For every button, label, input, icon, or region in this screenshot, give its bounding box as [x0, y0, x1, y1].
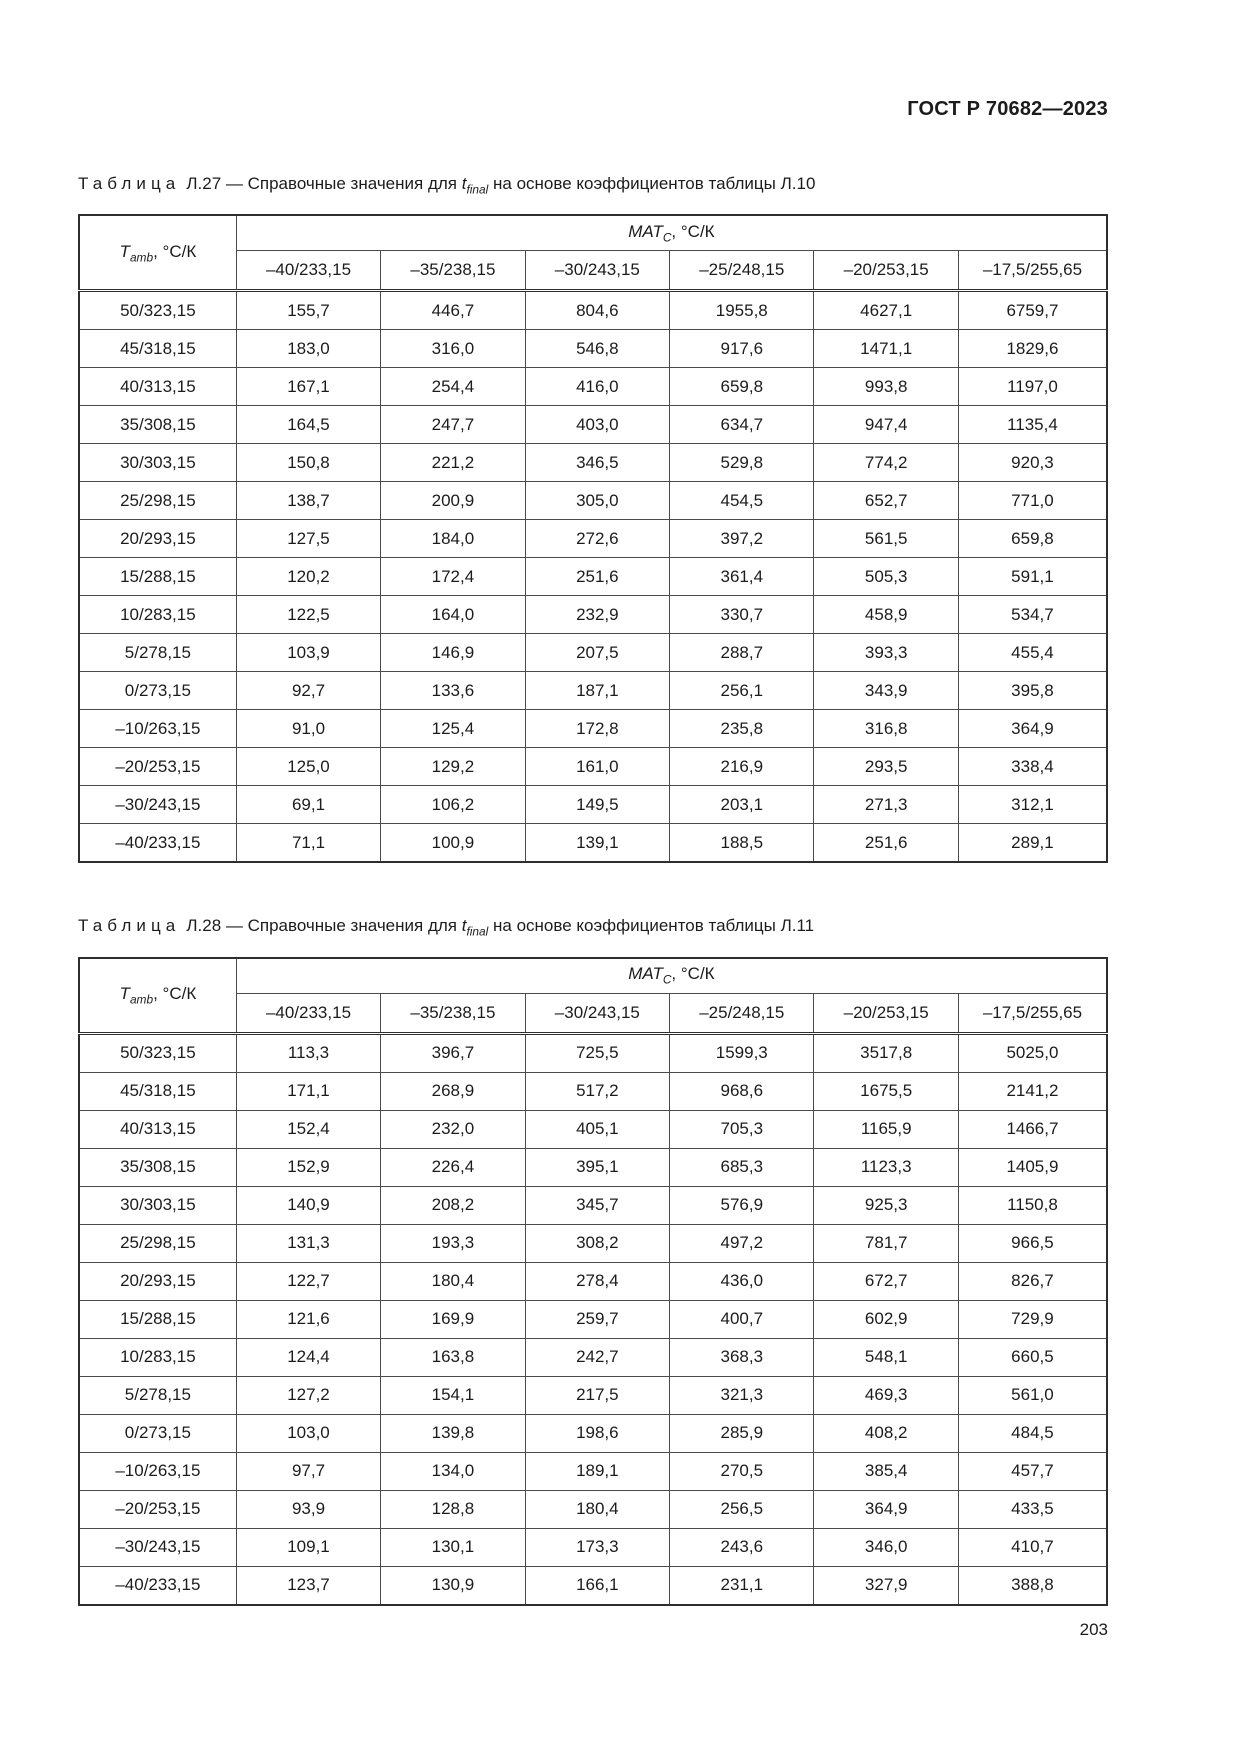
value-cell: 163,8 [381, 1338, 525, 1376]
value-cell: 122,5 [236, 596, 380, 634]
value-cell: 484,5 [958, 1414, 1107, 1452]
value-cell: 534,7 [958, 596, 1107, 634]
value-cell: 131,3 [236, 1224, 380, 1262]
value-cell: 129,2 [381, 748, 525, 786]
value-cell: 285,9 [670, 1414, 814, 1452]
value-cell: 330,7 [670, 596, 814, 634]
value-cell: 106,2 [381, 786, 525, 824]
row-label-cell: 45/318,15 [79, 1072, 236, 1110]
value-cell: 130,9 [381, 1566, 525, 1605]
column-header: –35/238,15 [381, 251, 525, 291]
value-cell: 917,6 [670, 330, 814, 368]
value-cell: 164,0 [381, 596, 525, 634]
value-cell: 217,5 [525, 1376, 669, 1414]
value-cell: 1150,8 [958, 1186, 1107, 1224]
value-cell: 149,5 [525, 786, 669, 824]
value-cell: 925,3 [814, 1186, 958, 1224]
value-cell: 400,7 [670, 1300, 814, 1338]
value-cell: 497,2 [670, 1224, 814, 1262]
row-label-cell: 15/288,15 [79, 1300, 236, 1338]
caption-table-number: Л.28 [186, 916, 222, 936]
caption-variable-subscript: final [466, 182, 489, 197]
value-cell: 395,8 [958, 672, 1107, 710]
value-cell: 251,6 [814, 824, 958, 863]
group-variable: MAT [628, 222, 663, 242]
row-label-cell: –10/263,15 [79, 1452, 236, 1490]
value-cell: 184,0 [381, 520, 525, 558]
row-label-cell: 10/283,15 [79, 1338, 236, 1376]
page-content [78, 0, 1108, 1640]
value-cell: 97,7 [236, 1452, 380, 1490]
value-cell: 771,0 [958, 482, 1107, 520]
table-row [79, 710, 1107, 748]
table-row [79, 634, 1107, 672]
value-cell: 343,9 [814, 672, 958, 710]
row-axis-subscript: amb [129, 249, 154, 264]
value-cell: 161,0 [525, 748, 669, 786]
table-row [79, 1110, 1107, 1148]
value-cell: 124,4 [236, 1338, 380, 1376]
row-axis-variable: T [119, 983, 130, 1003]
value-cell: 172,4 [381, 558, 525, 596]
table-row [79, 786, 1107, 824]
page-number: 203 [1079, 1619, 1108, 1639]
column-header: –25/248,15 [670, 993, 814, 1033]
group-variable: MAT [628, 964, 663, 984]
caption-text-before: — Справочные значения для [221, 174, 462, 193]
value-cell: 139,8 [381, 1414, 525, 1452]
value-cell: 235,8 [670, 710, 814, 748]
row-label-cell: 30/303,15 [79, 444, 236, 482]
value-cell: 804,6 [525, 291, 669, 330]
value-cell: 91,0 [236, 710, 380, 748]
value-cell: 546,8 [525, 330, 669, 368]
row-label-cell: 30/303,15 [79, 1186, 236, 1224]
value-cell: 561,5 [814, 520, 958, 558]
value-cell: 120,2 [236, 558, 380, 596]
caption-word-table: Таблица [78, 916, 181, 936]
row-label-cell: –30/243,15 [79, 786, 236, 824]
row-label-cell: 35/308,15 [79, 406, 236, 444]
value-cell: 529,8 [670, 444, 814, 482]
value-cell: 183,0 [236, 330, 380, 368]
table-row [79, 406, 1107, 444]
table-row [79, 520, 1107, 558]
value-cell: 469,3 [814, 1376, 958, 1414]
value-cell: 289,1 [958, 824, 1107, 863]
value-cell: 305,0 [525, 482, 669, 520]
value-cell: 121,6 [236, 1300, 380, 1338]
column-header: –17,5/255,65 [958, 251, 1107, 291]
table-row [79, 824, 1107, 863]
caption-variable: t [461, 916, 467, 936]
row-label-cell: 50/323,15 [79, 291, 236, 330]
value-cell: 109,1 [236, 1528, 380, 1566]
value-cell: 256,5 [670, 1490, 814, 1528]
row-label-cell: –10/263,15 [79, 710, 236, 748]
row-label-cell: 50/323,15 [79, 1033, 236, 1072]
value-cell: 167,1 [236, 368, 380, 406]
value-cell: 436,0 [670, 1262, 814, 1300]
reference-table-l27 [78, 214, 1108, 863]
value-cell: 251,6 [525, 558, 669, 596]
value-cell: 231,1 [670, 1566, 814, 1605]
value-cell: 397,2 [670, 520, 814, 558]
value-cell: 602,9 [814, 1300, 958, 1338]
value-cell: 146,9 [381, 634, 525, 672]
value-cell: 505,3 [814, 558, 958, 596]
value-cell: 150,8 [236, 444, 380, 482]
value-cell: 781,7 [814, 1224, 958, 1262]
table-row [79, 291, 1107, 330]
value-cell: 5025,0 [958, 1033, 1107, 1072]
group-subscript: C [662, 972, 672, 987]
value-cell: 193,3 [381, 1224, 525, 1262]
value-cell: 288,7 [670, 634, 814, 672]
value-cell: 259,7 [525, 1300, 669, 1338]
value-cell: 685,3 [670, 1148, 814, 1186]
value-cell: 321,3 [670, 1376, 814, 1414]
reference-table-l28 [78, 957, 1108, 1606]
value-cell: 659,8 [670, 368, 814, 406]
table-body [79, 1033, 1107, 1605]
value-cell: 634,7 [670, 406, 814, 444]
value-cell: 208,2 [381, 1186, 525, 1224]
value-cell: 1197,0 [958, 368, 1107, 406]
group-units: , °С/К [671, 964, 715, 984]
value-cell: 278,4 [525, 1262, 669, 1300]
row-label-cell: 0/273,15 [79, 672, 236, 710]
value-cell: 188,5 [670, 824, 814, 863]
value-cell: 561,0 [958, 1376, 1107, 1414]
table-header-group-row [79, 215, 1107, 251]
value-cell: 396,7 [381, 1033, 525, 1072]
value-cell: 1123,3 [814, 1148, 958, 1186]
column-header: –40/233,15 [236, 993, 380, 1033]
value-cell: 254,4 [381, 368, 525, 406]
value-cell: 268,9 [381, 1072, 525, 1110]
value-cell: 385,4 [814, 1452, 958, 1490]
value-cell: 1955,8 [670, 291, 814, 330]
table-row [79, 1072, 1107, 1110]
table-row [79, 482, 1107, 520]
value-cell: 4627,1 [814, 291, 958, 330]
value-cell: 180,4 [381, 1262, 525, 1300]
value-cell: 576,9 [670, 1186, 814, 1224]
table-caption-l28 [78, 915, 1108, 939]
column-group-header [236, 215, 1107, 251]
value-cell: 243,6 [670, 1528, 814, 1566]
value-cell: 92,7 [236, 672, 380, 710]
value-cell: 140,9 [236, 1186, 380, 1224]
value-cell: 221,2 [381, 444, 525, 482]
value-cell: 729,9 [958, 1300, 1107, 1338]
value-cell: 226,4 [381, 1148, 525, 1186]
value-cell: 395,1 [525, 1148, 669, 1186]
value-cell: 187,1 [525, 672, 669, 710]
value-cell: 113,3 [236, 1033, 380, 1072]
value-cell: 316,0 [381, 330, 525, 368]
value-cell: 433,5 [958, 1490, 1107, 1528]
row-label-cell: 45/318,15 [79, 330, 236, 368]
caption-variable: t [461, 174, 467, 193]
value-cell: 166,1 [525, 1566, 669, 1605]
table-row [79, 368, 1107, 406]
table-row [79, 1033, 1107, 1072]
table-row [79, 1224, 1107, 1262]
value-cell: 256,1 [670, 672, 814, 710]
column-header: –20/253,15 [814, 993, 958, 1033]
column-header: –35/238,15 [381, 993, 525, 1033]
row-label-cell: 40/313,15 [79, 368, 236, 406]
row-label-cell: –30/243,15 [79, 1528, 236, 1566]
value-cell: 327,9 [814, 1566, 958, 1605]
row-label-cell: 0/273,15 [79, 1414, 236, 1452]
value-cell: 660,5 [958, 1338, 1107, 1376]
row-label-cell: 20/293,15 [79, 1262, 236, 1300]
value-cell: 6759,7 [958, 291, 1107, 330]
value-cell: 164,5 [236, 406, 380, 444]
row-label-cell: 40/313,15 [79, 1110, 236, 1148]
table-row [79, 1338, 1107, 1376]
value-cell: 2141,2 [958, 1072, 1107, 1110]
table-row [79, 1186, 1107, 1224]
value-cell: 457,7 [958, 1452, 1107, 1490]
value-cell: 100,9 [381, 824, 525, 863]
row-label-cell: 5/278,15 [79, 634, 236, 672]
value-cell: 774,2 [814, 444, 958, 482]
value-cell: 203,1 [670, 786, 814, 824]
caption-table-number: Л.27 [186, 174, 222, 193]
value-cell: 232,0 [381, 1110, 525, 1148]
table-row [79, 1528, 1107, 1566]
value-cell: 346,5 [525, 444, 669, 482]
value-cell: 103,0 [236, 1414, 380, 1452]
table-row [79, 1490, 1107, 1528]
row-axis-variable: T [119, 241, 130, 261]
value-cell: 1405,9 [958, 1148, 1107, 1186]
value-cell: 242,7 [525, 1338, 669, 1376]
value-cell: 155,7 [236, 291, 380, 330]
value-cell: 361,4 [670, 558, 814, 596]
row-label-cell: 20/293,15 [79, 520, 236, 558]
value-cell: 189,1 [525, 1452, 669, 1490]
value-cell: 403,0 [525, 406, 669, 444]
value-cell: 388,8 [958, 1566, 1107, 1605]
value-cell: 173,3 [525, 1528, 669, 1566]
value-cell: 69,1 [236, 786, 380, 824]
value-cell: 408,2 [814, 1414, 958, 1452]
value-cell: 200,9 [381, 482, 525, 520]
value-cell: 232,9 [525, 596, 669, 634]
row-label-cell: 35/308,15 [79, 1148, 236, 1186]
row-label-cell: –20/253,15 [79, 748, 236, 786]
caption-word-table: Таблица [78, 174, 181, 193]
value-cell: 338,4 [958, 748, 1107, 786]
column-header: –25/248,15 [670, 251, 814, 291]
column-header: –20/253,15 [814, 251, 958, 291]
value-cell: 103,9 [236, 634, 380, 672]
row-label-cell: –40/233,15 [79, 824, 236, 863]
row-label-cell: –20/253,15 [79, 1490, 236, 1528]
value-cell: 1471,1 [814, 330, 958, 368]
row-axis-subscript: amb [129, 992, 154, 1007]
value-cell: 312,1 [958, 786, 1107, 824]
column-header: –30/243,15 [525, 993, 669, 1033]
value-cell: 138,7 [236, 482, 380, 520]
value-cell: 154,1 [381, 1376, 525, 1414]
value-cell: 316,8 [814, 710, 958, 748]
table-row [79, 330, 1107, 368]
value-cell: 139,1 [525, 824, 669, 863]
value-cell: 364,9 [958, 710, 1107, 748]
value-cell: 966,5 [958, 1224, 1107, 1262]
caption-text-after: на основе коэффициентов таблицы Л.10 [488, 174, 816, 193]
value-cell: 180,4 [525, 1490, 669, 1528]
value-cell: 270,5 [670, 1452, 814, 1490]
value-cell: 125,0 [236, 748, 380, 786]
table-row [79, 1414, 1107, 1452]
value-cell: 826,7 [958, 1262, 1107, 1300]
caption-text-after: на основе коэффициентов таблицы Л.11 [488, 916, 815, 936]
value-cell: 125,4 [381, 710, 525, 748]
value-cell: 1165,9 [814, 1110, 958, 1148]
value-cell: 122,7 [236, 1262, 380, 1300]
row-axis-header [79, 958, 236, 1034]
value-cell: 216,9 [670, 748, 814, 786]
row-axis-units: , °С/К [153, 983, 197, 1003]
row-axis-header [79, 215, 236, 291]
value-cell: 368,3 [670, 1338, 814, 1376]
value-cell: 517,2 [525, 1072, 669, 1110]
value-cell: 652,7 [814, 482, 958, 520]
value-cell: 458,9 [814, 596, 958, 634]
row-label-cell: 5/278,15 [79, 1376, 236, 1414]
value-cell: 659,8 [958, 520, 1107, 558]
table-row [79, 596, 1107, 634]
value-cell: 455,4 [958, 634, 1107, 672]
value-cell: 968,6 [670, 1072, 814, 1110]
row-axis-units: , °С/К [153, 241, 197, 261]
value-cell: 454,5 [670, 482, 814, 520]
table-row [79, 1148, 1107, 1186]
value-cell: 127,5 [236, 520, 380, 558]
value-cell: 993,8 [814, 368, 958, 406]
value-cell: 130,1 [381, 1528, 525, 1566]
value-cell: 247,7 [381, 406, 525, 444]
table-row [79, 444, 1107, 482]
value-cell: 172,8 [525, 710, 669, 748]
value-cell: 591,1 [958, 558, 1107, 596]
value-cell: 127,2 [236, 1376, 380, 1414]
value-cell: 705,3 [670, 1110, 814, 1148]
value-cell: 364,9 [814, 1490, 958, 1528]
value-cell: 152,4 [236, 1110, 380, 1148]
table-row [79, 748, 1107, 786]
value-cell: 446,7 [381, 291, 525, 330]
value-cell: 293,5 [814, 748, 958, 786]
value-cell: 207,5 [525, 634, 669, 672]
table-row [79, 672, 1107, 710]
value-cell: 416,0 [525, 368, 669, 406]
group-subscript: C [662, 230, 672, 245]
value-cell: 672,7 [814, 1262, 958, 1300]
table-row [79, 1452, 1107, 1490]
row-label-cell: 10/283,15 [79, 596, 236, 634]
table-body [79, 291, 1107, 863]
value-cell: 152,9 [236, 1148, 380, 1186]
value-cell: 128,8 [381, 1490, 525, 1528]
table-row [79, 1566, 1107, 1605]
column-header: –40/233,15 [236, 251, 380, 291]
caption-text-before: — Справочные значения для [221, 916, 462, 936]
value-cell: 93,9 [236, 1490, 380, 1528]
value-cell: 1829,6 [958, 330, 1107, 368]
row-label-cell: 15/288,15 [79, 558, 236, 596]
value-cell: 169,9 [381, 1300, 525, 1338]
value-cell: 123,7 [236, 1566, 380, 1605]
value-cell: 1599,3 [670, 1033, 814, 1072]
group-units: , °С/К [671, 222, 715, 242]
value-cell: 405,1 [525, 1110, 669, 1148]
value-cell: 71,1 [236, 824, 380, 863]
value-cell: 308,2 [525, 1224, 669, 1262]
value-cell: 947,4 [814, 406, 958, 444]
value-cell: 3517,8 [814, 1033, 958, 1072]
row-label-cell: 25/298,15 [79, 1224, 236, 1262]
table-caption-l27 [78, 173, 1108, 197]
table-row [79, 1262, 1107, 1300]
value-cell: 725,5 [525, 1033, 669, 1072]
value-cell: 1135,4 [958, 406, 1107, 444]
caption-variable-subscript: final [466, 924, 489, 939]
value-cell: 272,6 [525, 520, 669, 558]
row-label-cell: 25/298,15 [79, 482, 236, 520]
value-cell: 345,7 [525, 1186, 669, 1224]
value-cell: 346,0 [814, 1528, 958, 1566]
value-cell: 133,6 [381, 672, 525, 710]
value-cell: 271,3 [814, 786, 958, 824]
table-row [79, 1376, 1107, 1414]
value-cell: 548,1 [814, 1338, 958, 1376]
value-cell: 1466,7 [958, 1110, 1107, 1148]
standard-number: ГОСТ Р 70682—2023 [907, 98, 1108, 120]
table-row [79, 558, 1107, 596]
column-header: –30/243,15 [525, 251, 669, 291]
column-header: –17,5/255,65 [958, 993, 1107, 1033]
value-cell: 171,1 [236, 1072, 380, 1110]
value-cell: 134,0 [381, 1452, 525, 1490]
value-cell: 393,3 [814, 634, 958, 672]
row-label-cell: –40/233,15 [79, 1566, 236, 1605]
value-cell: 920,3 [958, 444, 1107, 482]
value-cell: 1675,5 [814, 1072, 958, 1110]
table-header-group-row [79, 958, 1107, 994]
value-cell: 198,6 [525, 1414, 669, 1452]
table-row [79, 1300, 1107, 1338]
value-cell: 410,7 [958, 1528, 1107, 1566]
column-group-header [236, 958, 1107, 994]
